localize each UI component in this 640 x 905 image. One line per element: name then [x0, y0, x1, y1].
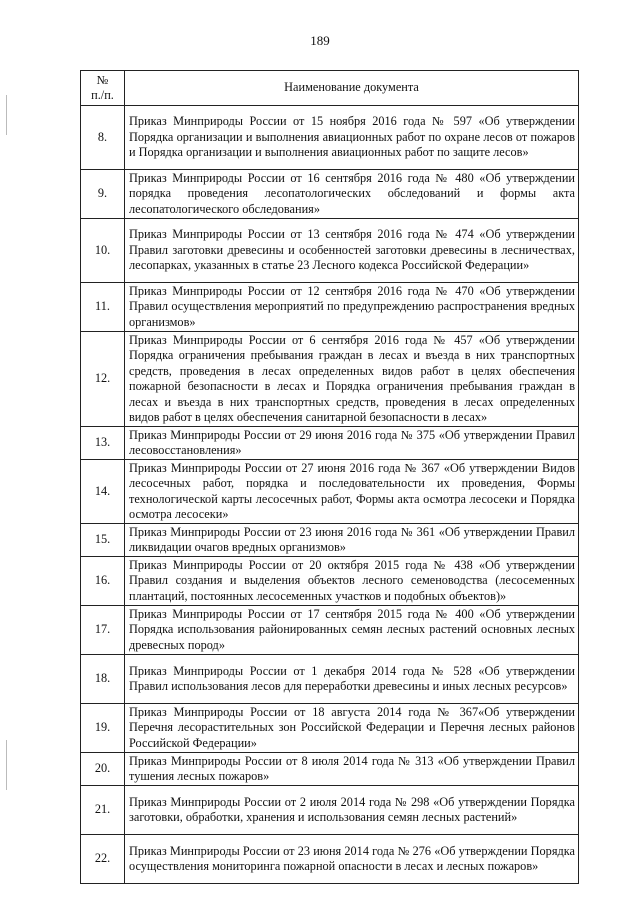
row-number: 9. — [81, 170, 125, 219]
table-row — [81, 557, 579, 606]
document-title: Приказ Минприроды России от 23 июня 2014 года № 276 «Об утверждении Порядка осуществления мониторинга пожарной опасности в лесах и лесных пожаров» — [125, 835, 579, 884]
document-title: Приказ Минприроды России от 17 сентября 2015 года № 400 «Об утверждении Порядка использования районированных семян лесных растений основных лесных древесных пород» — [125, 606, 579, 655]
row-number: 15. — [81, 524, 125, 557]
document-title: Приказ Минприроды России от 23 июня 2016 года № 361 «Об утверждении Правил ликвидации очагов вредных организмов» — [125, 524, 579, 557]
table-row — [81, 332, 579, 427]
row-number: 10. — [81, 219, 125, 283]
table-row — [81, 655, 579, 704]
row-number: 20. — [81, 753, 125, 786]
row-number: 14. — [81, 460, 125, 524]
row-number: 21. — [81, 786, 125, 835]
table-row — [81, 606, 579, 655]
document-title: Приказ Минприроды России от 16 сентября 2016 года № 480 «Об утверждении порядка проведения лесопатологических обследований и формы акта лесопатологического обследования» — [125, 170, 579, 219]
table-row — [81, 753, 579, 786]
row-number: 12. — [81, 332, 125, 427]
row-number: 18. — [81, 655, 125, 704]
column-header-name — [125, 71, 579, 106]
row-number: 16. — [81, 557, 125, 606]
page-number: 189 — [310, 33, 330, 48]
table-row — [81, 219, 579, 283]
document-title: Приказ Минприроды России от 18 августа 2014 года № 367«Об утверждении Перечня лесорастительных зон Российской Федерации и Перечня лесных районов Российской Федерации» — [125, 704, 579, 753]
document-title: Приказ Минприроды России от 2 июля 2014 года № 298 «Об утверждении Порядка заготовки, обработки, хранения и использования семян лесных растений» — [125, 786, 579, 835]
column-header-name-label: Наименование документа — [284, 80, 419, 95]
document-title: Приказ Минприроды России от 8 июля 2014 года № 313 «Об утверждении Правил тушения лесных пожаров» — [125, 753, 579, 786]
table-row — [81, 427, 579, 460]
row-number: 13. — [81, 427, 125, 460]
table-row — [81, 460, 579, 524]
table-body — [81, 106, 579, 884]
table-row — [81, 524, 579, 557]
document-title: Приказ Минприроды России от 1 декабря 2014 года № 528 «Об утверждении Правил использования лесов для переработки древесины и иных лесных ресурсов» — [125, 655, 579, 704]
row-number: 8. — [81, 106, 125, 170]
document-title: Приказ Минприроды России от 27 июня 2016 года № 367 «Об утверждении Видов лесосечных работ, порядка и последовательности их проведения, Формы технологической карты лесосечных работ, Формы акта осмотра лесосеки и Порядка осмотра лесосеки» — [125, 460, 579, 524]
documents-table — [80, 70, 579, 884]
column-header-number — [81, 71, 125, 106]
row-number: 17. — [81, 606, 125, 655]
table-row — [81, 170, 579, 219]
document-title: Приказ Минприроды России от 6 сентября 2016 года № 457 «Об утверждении Порядка ограничения пребывания граждан в лесах и въезда в них транспортных средств, проведения в лесах определенных видов работ в целях обеспечения пожарной безопасности в лесах и Порядка ограничения пребывания граждан в лесах и въезда в них транспортных средств, проведения в лесах определенных видов работ в целях обеспечения санитарной безопасности в лесах» — [125, 332, 579, 427]
table-row — [81, 106, 579, 170]
column-header-number-label: № п./п. — [91, 72, 114, 102]
margin-scan-mark — [6, 95, 7, 135]
table-row — [81, 704, 579, 753]
document-title: Приказ Минприроды России от 13 сентября 2016 года № 474 «Об утверждении Правил заготовки древесины и особенностей заготовки древесины в лесничествах, лесопарках, указанных в статье 23 Лесного кодекса Российской Федерации» — [125, 219, 579, 283]
document-title: Приказ Минприроды России от 12 сентября 2016 года № 470 «Об утверждении Правил осуществления мероприятий по предупреждению распространения вредных организмов» — [125, 283, 579, 332]
row-number: 11. — [81, 283, 125, 332]
margin-scan-mark — [6, 740, 7, 790]
row-number: 22. — [81, 835, 125, 884]
table-header-row — [81, 71, 579, 106]
table-row — [81, 283, 579, 332]
table-row — [81, 835, 579, 884]
document-title: Приказ Минприроды России от 15 ноября 2016 года № 597 «Об утверждении Порядка организации и выполнения авиационных работ по охране лесов от пожаров и Порядка организации и выполнения авиационных работ по защите лесов» — [125, 106, 579, 170]
row-number: 19. — [81, 704, 125, 753]
table-row — [81, 786, 579, 835]
document-title: Приказ Минприроды России от 29 июня 2016 года № 375 «Об утверждении Правил лесовосстановления» — [125, 427, 579, 460]
document-title: Приказ Минприроды России от 20 октября 2015 года № 438 «Об утверждении Правил создания и выделения объектов лесного семеноводства (лесосеменных плантаций, постоянных лесосеменных участков и подобных объектов)» — [125, 557, 579, 606]
